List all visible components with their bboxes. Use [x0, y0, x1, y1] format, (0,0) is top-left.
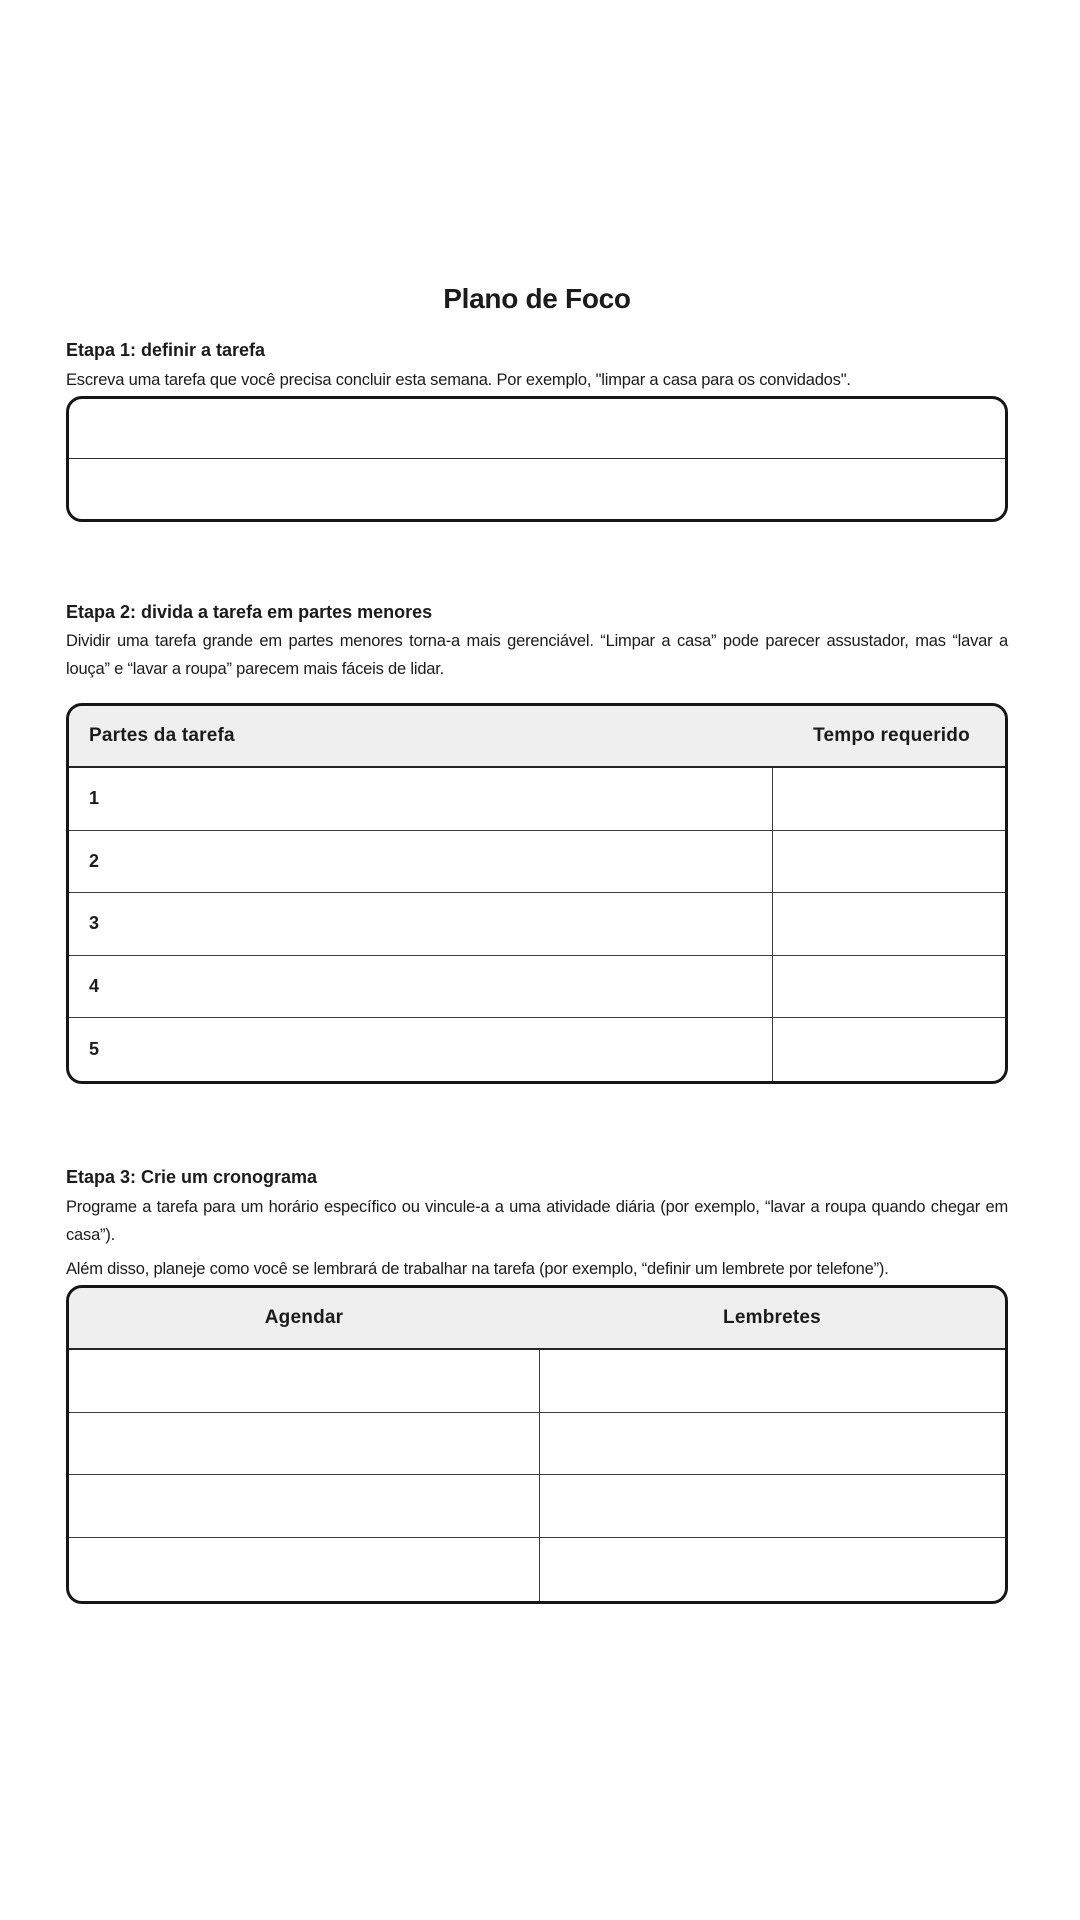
schedule-input-cell-2[interactable]	[69, 1413, 540, 1475]
row-number: 4	[89, 975, 100, 996]
table-row	[69, 893, 1005, 956]
step2-heading: Etapa 2: divida a tarefa em partes menores	[66, 602, 433, 622]
column-header-schedule: Agendar	[264, 1307, 344, 1328]
schedule-input-cell-4[interactable]	[69, 1538, 540, 1601]
time-input-cell-3[interactable]	[773, 893, 1005, 955]
column-header-time: Tempo requerido	[813, 725, 970, 746]
step1-description: Escreva uma tarefa que você precisa concluir esta semana. Por exemplo, "limpar a casa para os convidados".	[66, 371, 851, 389]
task-parts-table-header	[69, 706, 1005, 768]
step3-description-1: Programe a tarefa para um horário específico ou vincule-a a uma atividade diária (por exemplo, “lavar a roupa quando chegar em casa”).	[66, 1198, 1008, 1244]
part-input-cell-1[interactable]	[69, 768, 773, 830]
part-input-cell-2[interactable]	[69, 831, 773, 893]
row-number: 1	[89, 788, 100, 809]
step2-description: Dividir uma tarefa grande em partes menores torna-a mais gerenciável. “Limpar a casa” pode parecer assustador, mas “lavar a louça” e “lavar a roupa” parecem mais fáceis de lidar.	[66, 632, 1008, 678]
step3-heading: Etapa 3: Crie um cronograma	[66, 1167, 318, 1187]
table-row	[69, 1475, 1005, 1538]
step1-write-box	[66, 396, 1008, 522]
column-header-parts: Partes da tarefa	[89, 725, 235, 746]
table-row	[69, 1538, 1005, 1601]
page-title: Plano de Foco	[443, 283, 631, 314]
reminder-input-cell-4[interactable]	[540, 1538, 1005, 1601]
time-input-cell-4[interactable]	[773, 956, 1005, 1018]
column-header-reminders: Lembretes	[723, 1307, 821, 1328]
table-row	[69, 831, 1005, 894]
step1-heading: Etapa 1: definir a tarefa	[66, 340, 266, 360]
time-input-cell-1[interactable]	[773, 768, 1005, 830]
step3-description-2: Além disso, planeje como você se lembrará de trabalhar na tarefa (por exemplo, “definir um lembrete por telefone”).	[66, 1260, 889, 1278]
table-row	[69, 1350, 1005, 1413]
row-number: 2	[89, 850, 100, 871]
time-input-cell-2[interactable]	[773, 831, 1005, 893]
table-row	[69, 1413, 1005, 1476]
reminder-input-cell-2[interactable]	[540, 1413, 1005, 1475]
task-parts-table	[66, 703, 1008, 1084]
table-row	[69, 768, 1005, 831]
schedule-input-cell-1[interactable]	[69, 1350, 540, 1412]
part-input-cell-3[interactable]	[69, 893, 773, 955]
schedule-table	[66, 1285, 1008, 1604]
part-input-cell-4[interactable]	[69, 956, 773, 1018]
time-input-cell-5[interactable]	[773, 1018, 1005, 1081]
schedule-table-header	[69, 1288, 1005, 1350]
reminder-input-cell-1[interactable]	[540, 1350, 1005, 1412]
reminder-input-cell-3[interactable]	[540, 1475, 1005, 1537]
schedule-input-cell-3[interactable]	[69, 1475, 540, 1537]
row-number: 5	[89, 1039, 100, 1059]
task-write-area-line1[interactable]	[69, 399, 1005, 459]
table-row	[69, 1018, 1005, 1081]
task-write-area-line2[interactable]	[69, 459, 1005, 518]
row-number: 3	[89, 913, 100, 934]
part-input-cell-5[interactable]	[69, 1018, 773, 1081]
table-row	[69, 956, 1005, 1019]
